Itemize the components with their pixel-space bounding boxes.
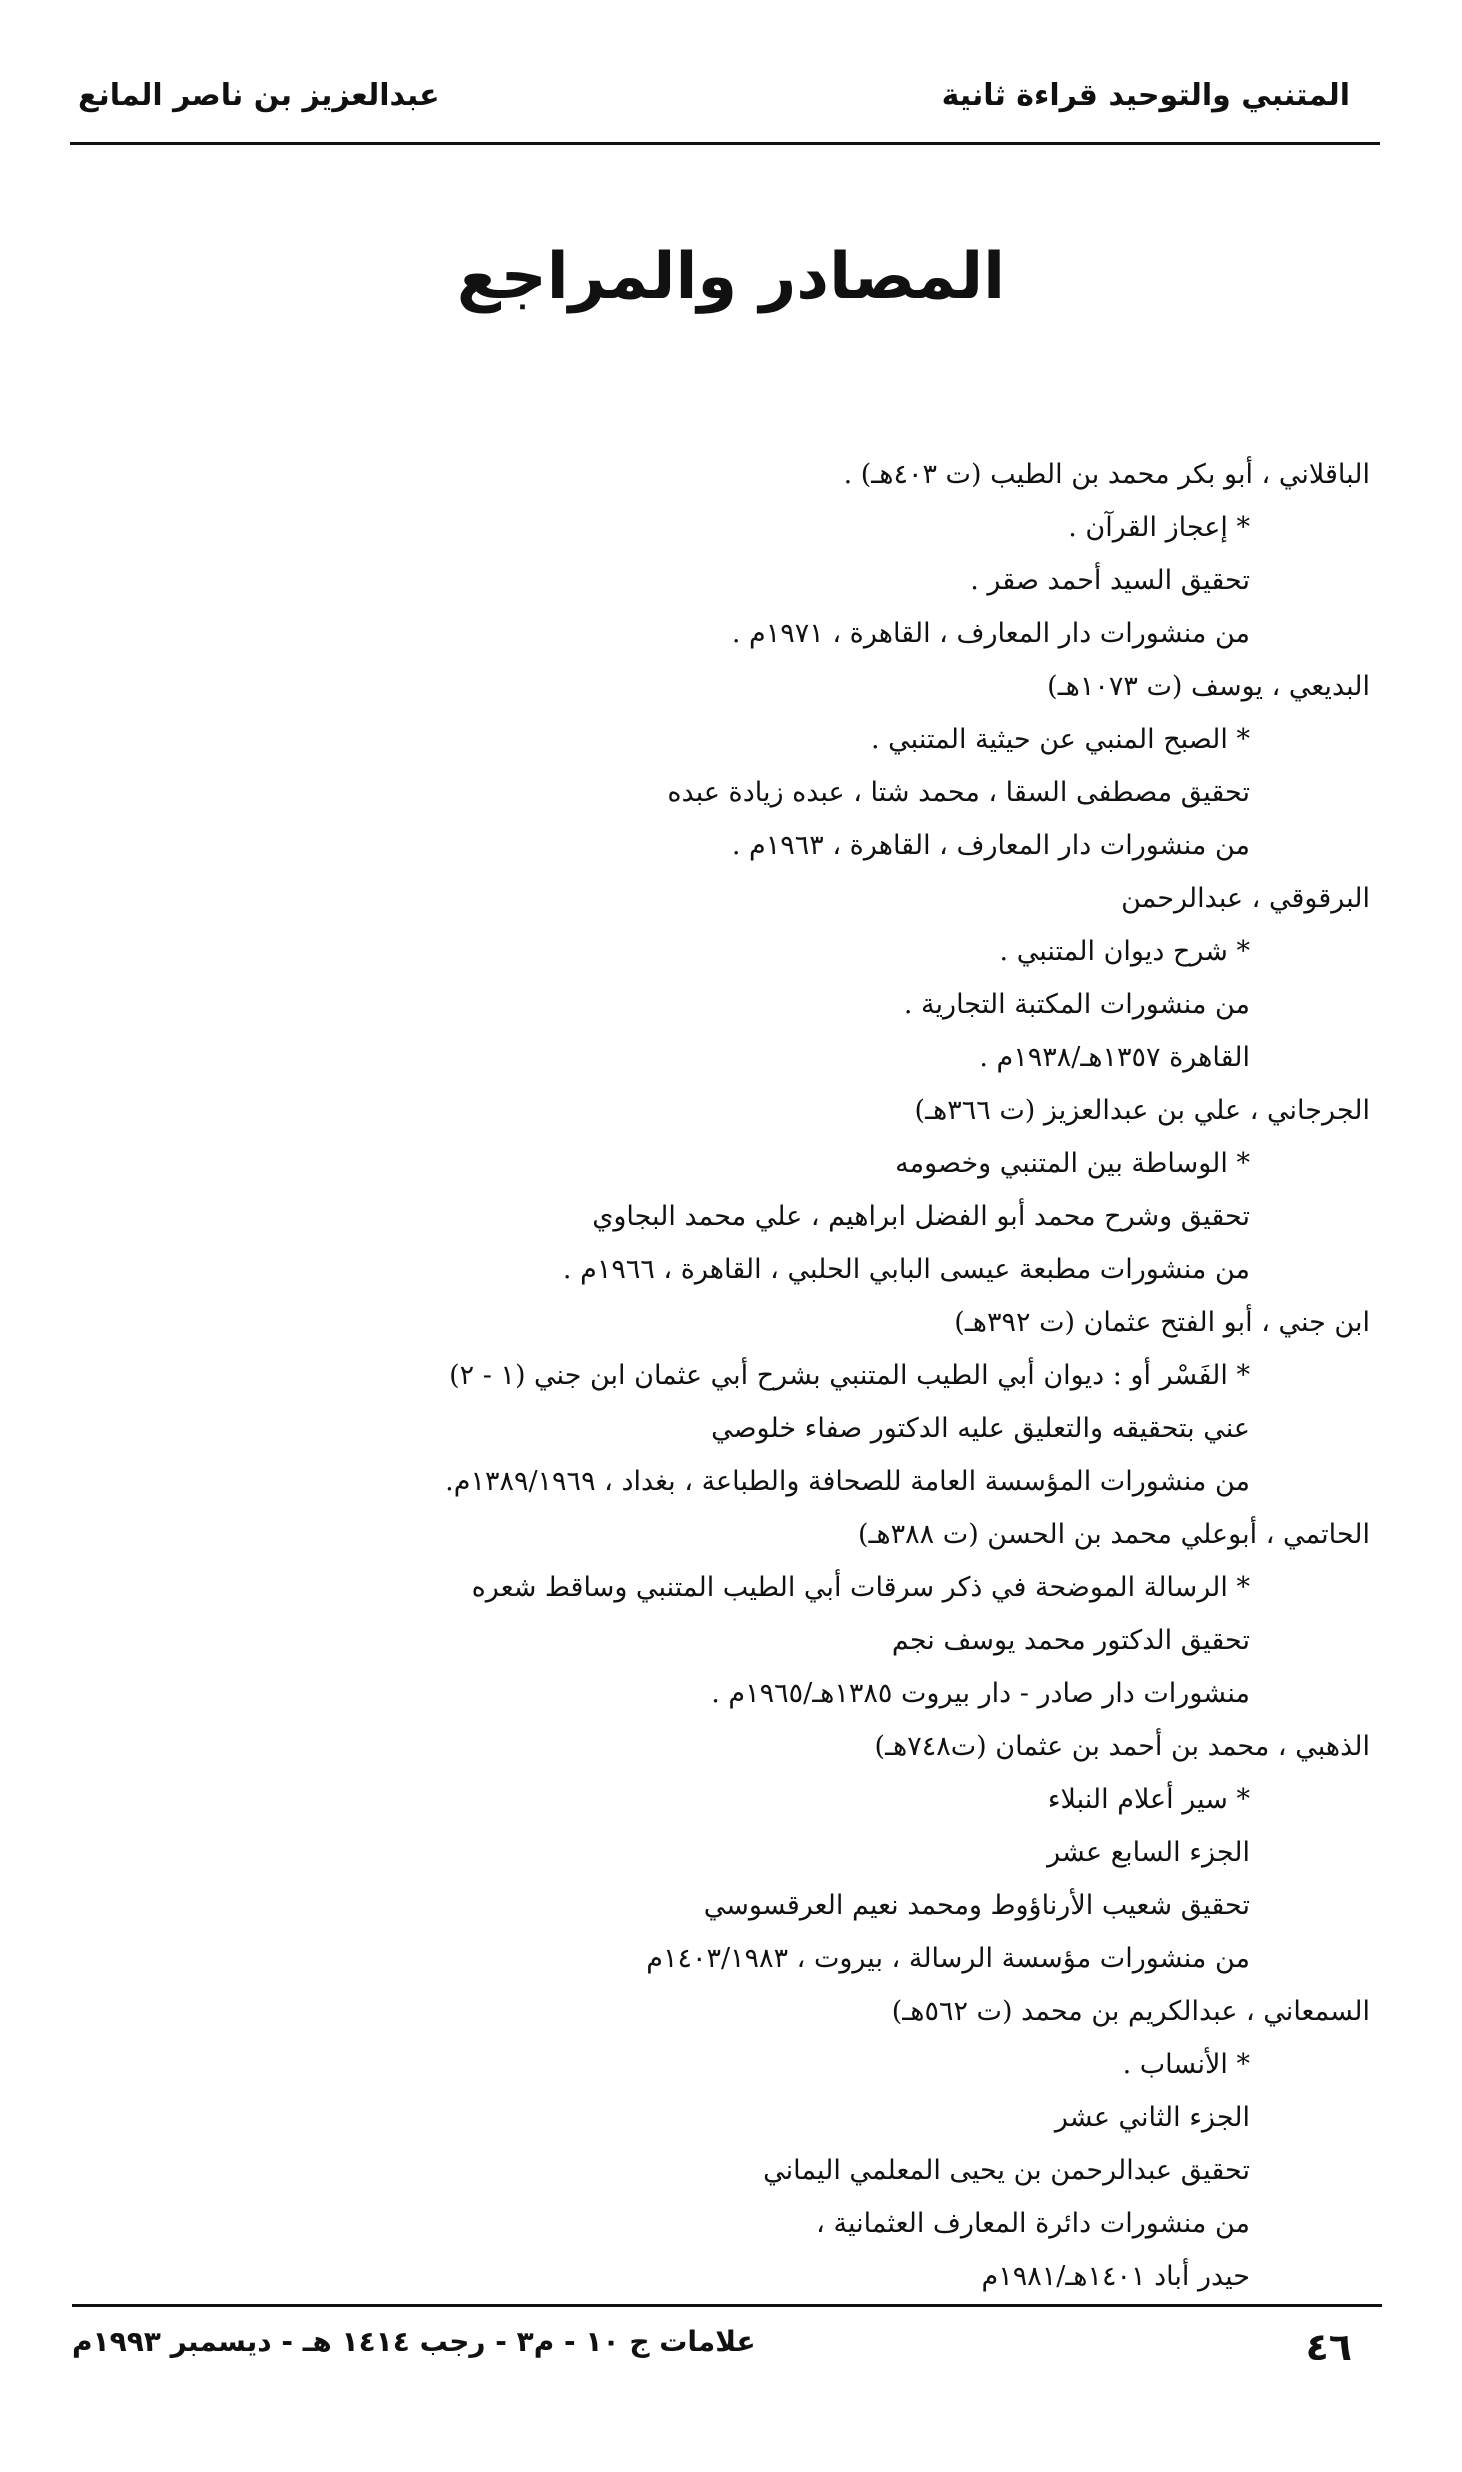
reference-detail-line: * الصبح المنبي عن حيثية المتنبي . — [871, 724, 1250, 755]
reference-author: الباقلاني ، أبو بكر محمد بن الطيب (ت ٤٠٣هـ) . — [843, 459, 1370, 490]
reference-detail-line: من منشورات دائرة المعارف العثمانية ، — [816, 2208, 1250, 2239]
header-author-name: عبدالعزيز بن ناصر المانع — [78, 78, 440, 113]
reference-detail-line: * الوساطة بين المتنبي وخصومه — [895, 1148, 1250, 1179]
reference-detail-line: من منشورات مطبعة عيسى البابي الحلبي ، القاهرة ، ١٩٦٦م . — [562, 1254, 1250, 1285]
reference-author: الحاتمي ، أبوعلي محمد بن الحسن (ت ٣٨٨هـ) — [857, 1519, 1370, 1550]
reference-detail-line: من منشورات المكتبة التجارية . — [903, 989, 1250, 1020]
reference-detail-line: * الرسالة الموضحة في ذكر سرقات أبي الطيب المتنبي وساقط شعره — [471, 1572, 1250, 1603]
reference-detail-line: * الأنساب . — [1122, 2049, 1250, 2080]
references-list — [140, 448, 1370, 2303]
reference-entry — [140, 1084, 1370, 1296]
reference-entry — [140, 1508, 1370, 1720]
reference-detail-line: * سير أعلام النبلاء — [1047, 1784, 1250, 1815]
page-number: ٤٦ — [1305, 2325, 1352, 2369]
reference-entry — [140, 1720, 1370, 1985]
reference-detail-line: تحقيق مصطفى السقا ، محمد شتا ، عبده زيادة عبده — [667, 777, 1250, 808]
page-footer — [72, 2304, 1382, 2397]
reference-detail-line: منشورات دار صادر - دار بيروت ١٣٨٥هـ/١٩٦٥م . — [711, 1678, 1250, 1709]
reference-detail-line: عني بتحقيقه والتعليق عليه الدكتور صفاء خلوصي — [711, 1413, 1250, 1444]
journal-issue-info: علامات ج ١٠ - م٣ - رجب ١٤١٤ هـ - ديسمبر ١٩٩٣م — [72, 2325, 756, 2358]
reference-detail-line: من منشورات المؤسسة العامة للصحافة والطباعة ، بغداد ، ١٣٨٩/١٩٦٩م. — [445, 1466, 1250, 1497]
reference-detail-line: * شرح ديوان المتنبي . — [999, 936, 1250, 967]
reference-detail-line: الجزء الثاني عشر — [1054, 2102, 1250, 2133]
reference-entry — [140, 1296, 1370, 1508]
reference-entry — [140, 448, 1370, 660]
page-title: المصادر والمراجع — [456, 240, 1006, 314]
reference-author: الذهبي ، محمد بن أحمد بن عثمان (ت٧٤٨هـ) — [874, 1731, 1370, 1762]
reference-detail-line: تحقيق الدكتور محمد يوسف نجم — [891, 1625, 1250, 1656]
header-book-title: المتنبي والتوحيد قراءة ثانية — [941, 78, 1350, 113]
reference-author: ابن جني ، أبو الفتح عثمان (ت ٣٩٢هـ) — [954, 1307, 1370, 1338]
reference-entry — [140, 1985, 1370, 2303]
reference-entry — [140, 660, 1370, 872]
reference-detail-line: * إعجاز القرآن . — [1068, 512, 1250, 543]
reference-detail-line: من منشورات مؤسسة الرسالة ، بيروت ، ١٤٠٣/١٩٨٣م — [646, 1943, 1250, 1974]
reference-detail-line: * الفَسْر أو : ديوان أبي الطيب المتنبي بشرح أبي عثمان ابن جني (١ - ٢) — [449, 1360, 1250, 1391]
reference-author: الجرجاني ، علي بن عبدالعزيز (ت ٣٦٦هـ) — [914, 1095, 1370, 1126]
running-header — [70, 70, 1380, 145]
reference-author: السمعاني ، عبدالكريم بن محمد (ت ٥٦٢هـ) — [891, 1996, 1370, 2027]
reference-detail-line: حيدر أباد ١٤٠١هـ/١٩٨١م — [981, 2261, 1250, 2292]
reference-detail-line: تحقيق شعيب الأرناؤوط ومحمد نعيم العرقسوسي — [703, 1890, 1250, 1921]
reference-detail-line: من منشورات دار المعارف ، القاهرة ، ١٩٦٣م . — [731, 830, 1250, 861]
reference-entry — [140, 872, 1370, 1084]
reference-author: البديعي ، يوسف (ت ١٠٧٣هـ) — [1047, 671, 1370, 702]
reference-detail-line: تحقيق عبدالرحمن بن يحيى المعلمي اليماني — [763, 2155, 1250, 2186]
reference-detail-line: تحقيق السيد أحمد صقر . — [970, 565, 1250, 596]
reference-detail-line: القاهرة ١٣٥٧هـ/١٩٣٨م . — [979, 1042, 1250, 1073]
reference-author: البرقوقي ، عبدالرحمن — [1121, 883, 1370, 914]
reference-detail-line: الجزء السابع عشر — [1047, 1837, 1250, 1868]
reference-detail-line: تحقيق وشرح محمد أبو الفضل ابراهيم ، علي محمد البجاوي — [592, 1201, 1250, 1232]
reference-detail-line: من منشورات دار المعارف ، القاهرة ، ١٩٧١م . — [731, 618, 1250, 649]
